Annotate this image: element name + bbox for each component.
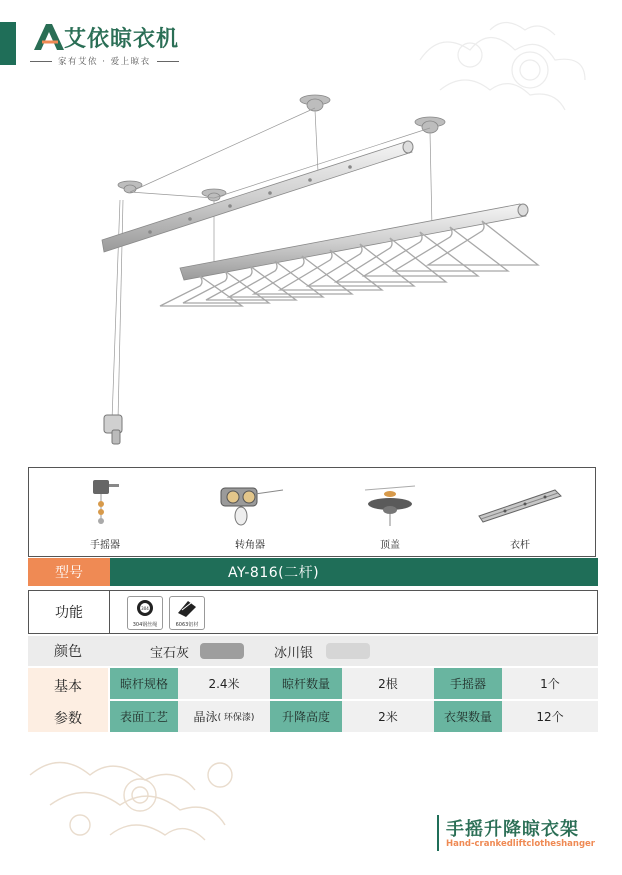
clothes-hanger-product-image <box>90 80 550 460</box>
spec-label-line2: 参数 <box>54 711 82 727</box>
ceiling-cap-icon <box>355 476 425 528</box>
badge-text: 304钢丝绳 <box>132 622 158 628</box>
model-label: 型号 <box>28 558 110 586</box>
brand-slogan <box>30 55 179 67</box>
color-swatch-silver <box>326 643 370 659</box>
corner-pulley-icon <box>215 476 285 528</box>
footer-accent-bar <box>437 815 439 851</box>
color-label: 颜色 <box>54 644 82 660</box>
spec-name-rod-count: 晾杆数量 <box>270 668 342 699</box>
color-option-name: 冰川银 <box>274 646 314 661</box>
part-item-clothes-rod <box>449 468 591 556</box>
hand-crank-icon <box>85 476 125 528</box>
clothes-rod-icon <box>475 476 565 528</box>
part-label: 衣杆 <box>510 540 530 551</box>
part-label: 顶盖 <box>380 540 400 551</box>
divider <box>157 61 179 62</box>
color-option-name: 宝石灰 <box>150 646 190 661</box>
spec-name-crank: 手摇器 <box>434 668 502 699</box>
part-item-hand-crank <box>34 468 176 556</box>
parts-panel <box>28 467 596 557</box>
svg-text:304: 304 <box>141 606 149 611</box>
divider <box>30 61 52 62</box>
function-label: 功能 <box>29 591 110 633</box>
surface-note: ( 环保漆) <box>217 713 255 723</box>
aluminum-icon <box>170 597 204 619</box>
spec-label-line1: 基本 <box>54 679 82 695</box>
surface-main: 晶泳 <box>193 710 218 724</box>
brand-name: 艾依晾衣机 <box>64 27 180 52</box>
badge-text: 6063铝材 <box>175 622 199 628</box>
part-item-corner-pulley <box>179 468 321 556</box>
part-label: 转角器 <box>235 540 265 551</box>
steel-wire-icon <box>128 597 162 619</box>
header-accent-bar <box>0 22 16 65</box>
spec-value-lift-height: 2米 <box>342 701 434 732</box>
brand-logo-icon <box>32 20 66 52</box>
spec-value-rod-count: 2根 <box>342 668 434 699</box>
spec-value-rod-length: 2.4米 <box>178 668 270 699</box>
spec-label <box>28 668 108 732</box>
spec-name-hanger-count: 衣架数量 <box>434 701 502 732</box>
spec-value-crank: 1个 <box>502 668 598 699</box>
part-item-ceiling-cap <box>319 468 461 556</box>
aluminum-badge <box>169 596 205 630</box>
model-value: AY-816(二杆) <box>110 558 598 586</box>
part-label: 手摇器 <box>90 540 120 551</box>
footer-subtitle: Hand-crankedliftclotheshanger <box>446 839 596 849</box>
cloud-pattern-icon <box>20 735 300 875</box>
spec-name-lift-height: 升降高度 <box>270 701 342 732</box>
steel-wire-badge <box>127 596 163 630</box>
spec-name-rod-length: 晾杆规格 <box>110 668 178 699</box>
color-swatch-gray <box>200 643 244 659</box>
spec-value-surface <box>178 701 270 732</box>
spec-value-hanger-count: 12个 <box>502 701 598 732</box>
footer-title: 手摇升降晾衣架 <box>446 819 579 840</box>
slogan-text: 家有艾依 · 爱上晾衣 <box>58 57 151 67</box>
function-row <box>28 590 598 634</box>
spec-name-surface: 表面工艺 <box>110 701 178 732</box>
color-row <box>28 636 598 666</box>
